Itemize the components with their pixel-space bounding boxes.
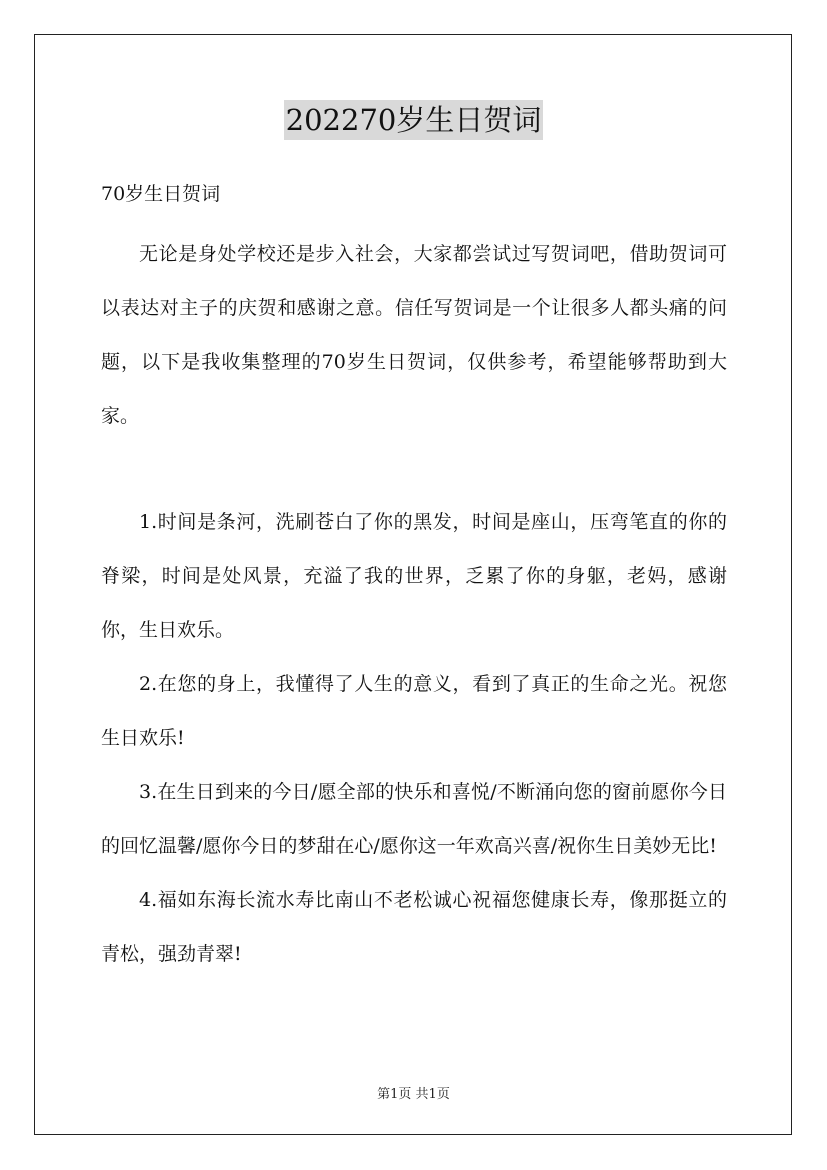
section-gap [101, 443, 727, 495]
document-subtitle: 70岁生日贺词 [101, 183, 221, 205]
intro-paragraph: 无论是身处学校还是步入社会，大家都尝试过写贺词吧，借助贺词可以表达对主子的庆贺和感谢之意。信任写贺词是一个让很多人都头痛的问题，以下是我收集整理的70岁生日贺词，仅供参考，希望能够帮助到大家。 [101, 243, 727, 427]
greeting-item: 1.时间是条河，洗刷苍白了你的黑发，时间是座山，压弯笔直的你的脊梁，时间是处风景，充溢了我的世界，乏累了你的身躯，老妈，感谢你，生日欢乐。 [101, 511, 727, 641]
document-title: 202270岁生日贺词 [284, 100, 544, 140]
page-number: 第1页 共1页 [377, 1087, 450, 1102]
title-container [0, 100, 827, 140]
document-body [101, 175, 727, 981]
greeting-item: 4.福如东海长流水寿比南山不老松诚心祝福您健康长寿，像那挺立的青松，强劲青翠! [101, 889, 727, 965]
greeting-item: 2.在您的身上，我懂得了人生的意义，看到了真正的生命之光。祝您生日欢乐! [101, 673, 727, 749]
greeting-item: 3.在生日到来的今日/愿全部的快乐和喜悦/不断涌向您的窗前愿你今日的回忆温馨/愿你今日的梦甜在心/愿你这一年欢高兴喜/祝你生日美妙无比! [101, 781, 727, 857]
page-footer [0, 1083, 827, 1102]
